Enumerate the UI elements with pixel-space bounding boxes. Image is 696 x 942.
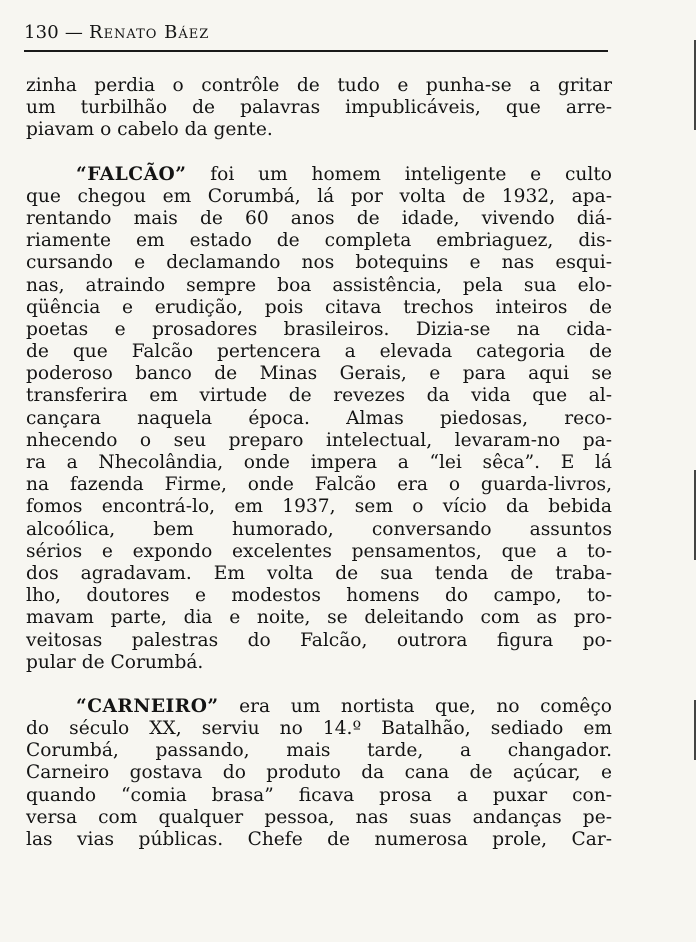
paragraph-carneiro: [26, 696, 612, 851]
text-line: versa com qualquer pessoa, nas suas andanças pe-: [26, 806, 612, 828]
text-line: na fazenda Firme, onde Falcão era o guarda-livros,: [26, 474, 612, 496]
text-line: Corumbá, passando, mais tarde, a changador.: [26, 740, 612, 762]
text-line: fomos encontrá-lo, em 1937, sem o vício da bebida: [26, 496, 612, 518]
page-number: 130: [24, 22, 59, 43]
text-line: dos agradavam. Em volta de sua tenda de traba-: [26, 562, 612, 584]
text-line: riamente em estado de completa embriaguez, dis-: [26, 230, 612, 252]
running-header: [24, 22, 612, 50]
header-rule: [24, 50, 608, 52]
text-line: poetas e prosadores brasileiros. Dizia-se na cida-: [26, 318, 612, 340]
author-name: Renato Báez: [89, 22, 210, 43]
paragraph-falcao: [26, 164, 612, 674]
text-line: nhecendo o seu preparo intelectual, levaram-no pa-: [26, 429, 612, 451]
text-line: veitosas palestras do Falcão, outrora figura po-: [26, 629, 612, 651]
paragraph-continuation: [26, 75, 612, 142]
text-line: piavam o cabelo da gente.: [26, 119, 273, 141]
text-line: poderoso banco de Minas Gerais, e para aqui se: [26, 363, 612, 385]
text-line: transferira em virtude de revezes da vida que al-: [26, 385, 612, 407]
body-text: [26, 75, 612, 851]
text-line: do século XX, serviu no 14.º Batalhão, sediado em: [26, 718, 612, 740]
text-line: [26, 696, 612, 718]
paragraph-gap: [26, 142, 612, 164]
text-line: nas, atraindo sempre boa assistência, pela sua elo-: [26, 274, 612, 296]
text-line: las vias públicas. Chefe de numerosa prole, Car-: [26, 829, 612, 850]
text-line: quando “comia brasa” ficava prosa a puxar con-: [26, 784, 612, 806]
text-line: um turbilhão de palavras impublicáveis, que arre-: [26, 97, 612, 119]
text-line: zinha perdia o contrôle de tudo e punha-se a gritar: [26, 75, 612, 96]
text-line: ra a Nhecolândia, onde impera a “lei sêca”. E lá: [26, 452, 612, 473]
text-line: alcoólica, bem humorado, conversando assuntos: [26, 518, 612, 540]
header-separator: —: [64, 22, 84, 43]
text-line: cançara naquela época. Almas piedosas, reco-: [26, 407, 612, 429]
text-line: sérios e expondo excelentes pensamentos, que a to-: [26, 540, 612, 562]
text-line: lho, doutores e modestos homens do campo, to-: [26, 585, 612, 607]
text-line: rentando mais de 60 anos de idade, vivendo diá-: [26, 207, 612, 229]
text-line: [26, 164, 612, 186]
lead-term-falcao: “FALCÃO”: [76, 163, 187, 185]
text-fragment: era um nortista que, no comêço: [218, 695, 612, 717]
paragraph-gap: [26, 674, 612, 696]
text-line: cursando e declamando nos botequins e nas esqui-: [26, 252, 612, 274]
text-line: mavam parte, dia e noite, se deleitando com as pro-: [26, 607, 612, 629]
text-fragment: foi um homem inteligente e culto: [186, 163, 612, 185]
text-line: Carneiro gostava do produto da cana de açúcar, e: [26, 762, 612, 784]
text-line: qüência e erudição, pois citava trechos inteiros de: [26, 296, 612, 318]
text-line: pular de Corumbá.: [26, 651, 204, 673]
text-line: que chegou em Corumbá, lá por volta de 1932, apa-: [26, 185, 612, 207]
text-line: de que Falcão pertencera a elevada categoria de: [26, 341, 612, 363]
lead-term-carneiro: “CARNEIRO”: [76, 695, 219, 717]
